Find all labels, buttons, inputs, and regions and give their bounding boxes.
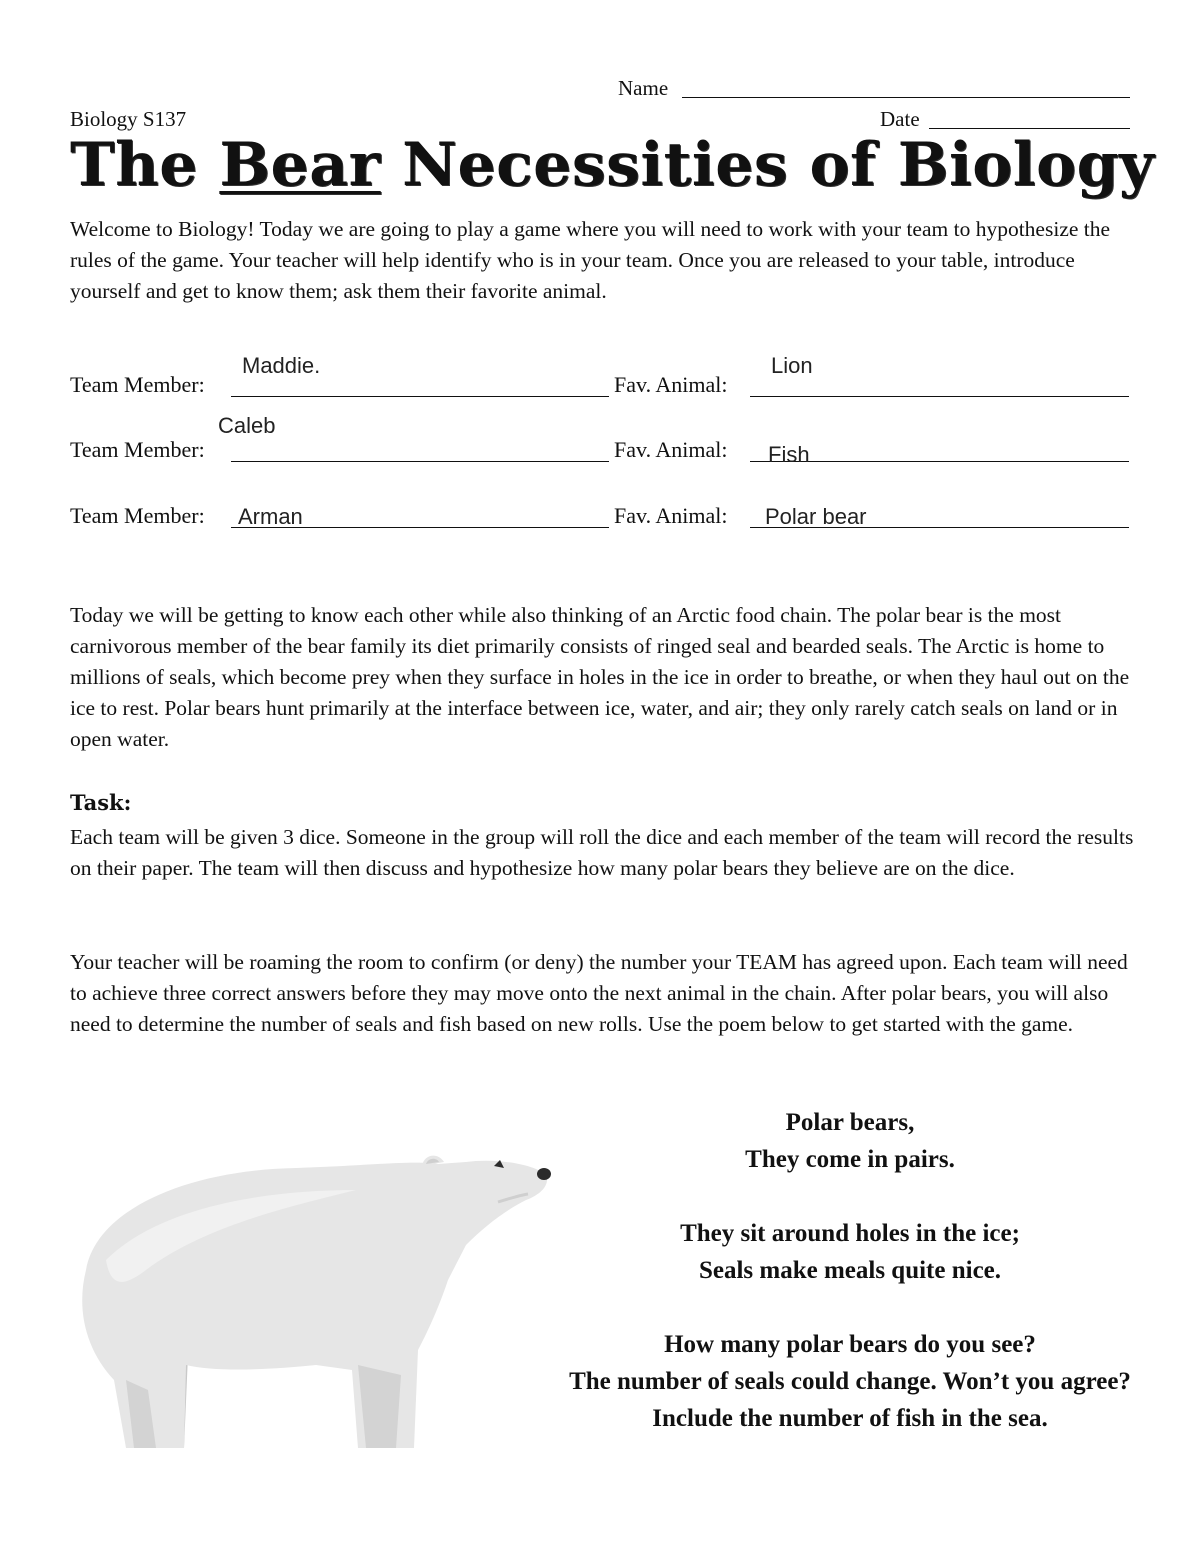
- name-label: Name: [618, 76, 669, 100]
- task-paragraph-2: Your teacher will be roaming the room to confirm (or deny) the number your TEAM has agreed upon. Each team will need to achieve three correct answers before they may move onto the next animal in the chain. After polar bears, you will also need to determine the number of seals and fish based on new rolls. Use the poem below to get started with the game.: [70, 950, 1128, 1036]
- poem-line: Polar bears,: [785, 1109, 915, 1136]
- task-paragraph-1: Each team will be given 3 dice. Someone in the group will roll the dice and each member of the team will record the results on their paper. The team will then discuss and hypothesize how many polar bears they believe are on the dice.: [70, 825, 1134, 880]
- polar-bear-icon: [66, 1150, 556, 1450]
- task-heading: Task:: [70, 790, 132, 815]
- poem-spacer: [560, 1289, 1140, 1326]
- poem-line: The number of seals could change. Won’t you agree?: [569, 1368, 1131, 1395]
- team-member-value: Arman: [238, 504, 303, 529]
- fav-animal-label: Fav. Animal:: [614, 437, 728, 462]
- food-chain-paragraph: Today we will be getting to know each other while also thinking of an Arctic food chain. The polar bear is the most carnivorous member of the bear family its diet primarily consists of ringed seal and bearded seals. The Arctic is home to millions of seals, which become prey when they surface in holes in the ice in order to breathe, or when they haul out on the ice to rest. Polar bears hunt primarily at the interface between ice, water, and air; they only rarely catch seals on land or in open water.: [70, 603, 1130, 751]
- team-member-label: Team Member:: [70, 503, 205, 528]
- date-field[interactable]: [929, 128, 1130, 129]
- poem-line: Seals make meals quite nice.: [698, 1257, 1002, 1284]
- fav-animal-value: Polar bear: [765, 504, 867, 529]
- poem: [560, 1104, 1140, 1437]
- fav-animal-value: Fish: [768, 442, 810, 467]
- name-field[interactable]: [682, 97, 1130, 98]
- team-member-field[interactable]: [231, 396, 609, 397]
- team-member-value: Caleb: [218, 413, 276, 438]
- poem-line: Include the number of fish in the sea.: [652, 1405, 1048, 1432]
- poem-line: They come in pairs.: [745, 1146, 955, 1173]
- fav-animal-label: Fav. Animal:: [614, 503, 728, 528]
- fav-animal-value: Lion: [771, 353, 813, 378]
- title-part-2: Bear: [219, 130, 381, 200]
- poem-spacer: [560, 1178, 1140, 1215]
- team-member-label: Team Member:: [70, 372, 205, 397]
- page-title: [70, 130, 1155, 200]
- fav-animal-label: Fav. Animal:: [614, 372, 728, 397]
- title-part-3: Necessities of Biology: [380, 130, 1155, 200]
- poem-line: They sit around holes in the ice;: [680, 1220, 1020, 1247]
- poem-line: How many polar bears do you see?: [664, 1331, 1036, 1358]
- course-label: Biology S137: [70, 107, 187, 131]
- team-member-value: Maddie.: [242, 353, 321, 378]
- title-part-1: The: [70, 130, 220, 200]
- intro-paragraph: Welcome to Biology! Today we are going to play a game where you will need to work with your team to hypothesize the rules of the game. Your teacher will help identify who is in your team. Once you are released to your table, introduce yourself and get to know them; ask them their favorite animal.: [70, 217, 1111, 303]
- team-member-label: Team Member:: [70, 437, 205, 462]
- team-member-field[interactable]: [231, 461, 609, 462]
- date-label: Date: [880, 107, 920, 131]
- fav-animal-field[interactable]: [750, 396, 1129, 397]
